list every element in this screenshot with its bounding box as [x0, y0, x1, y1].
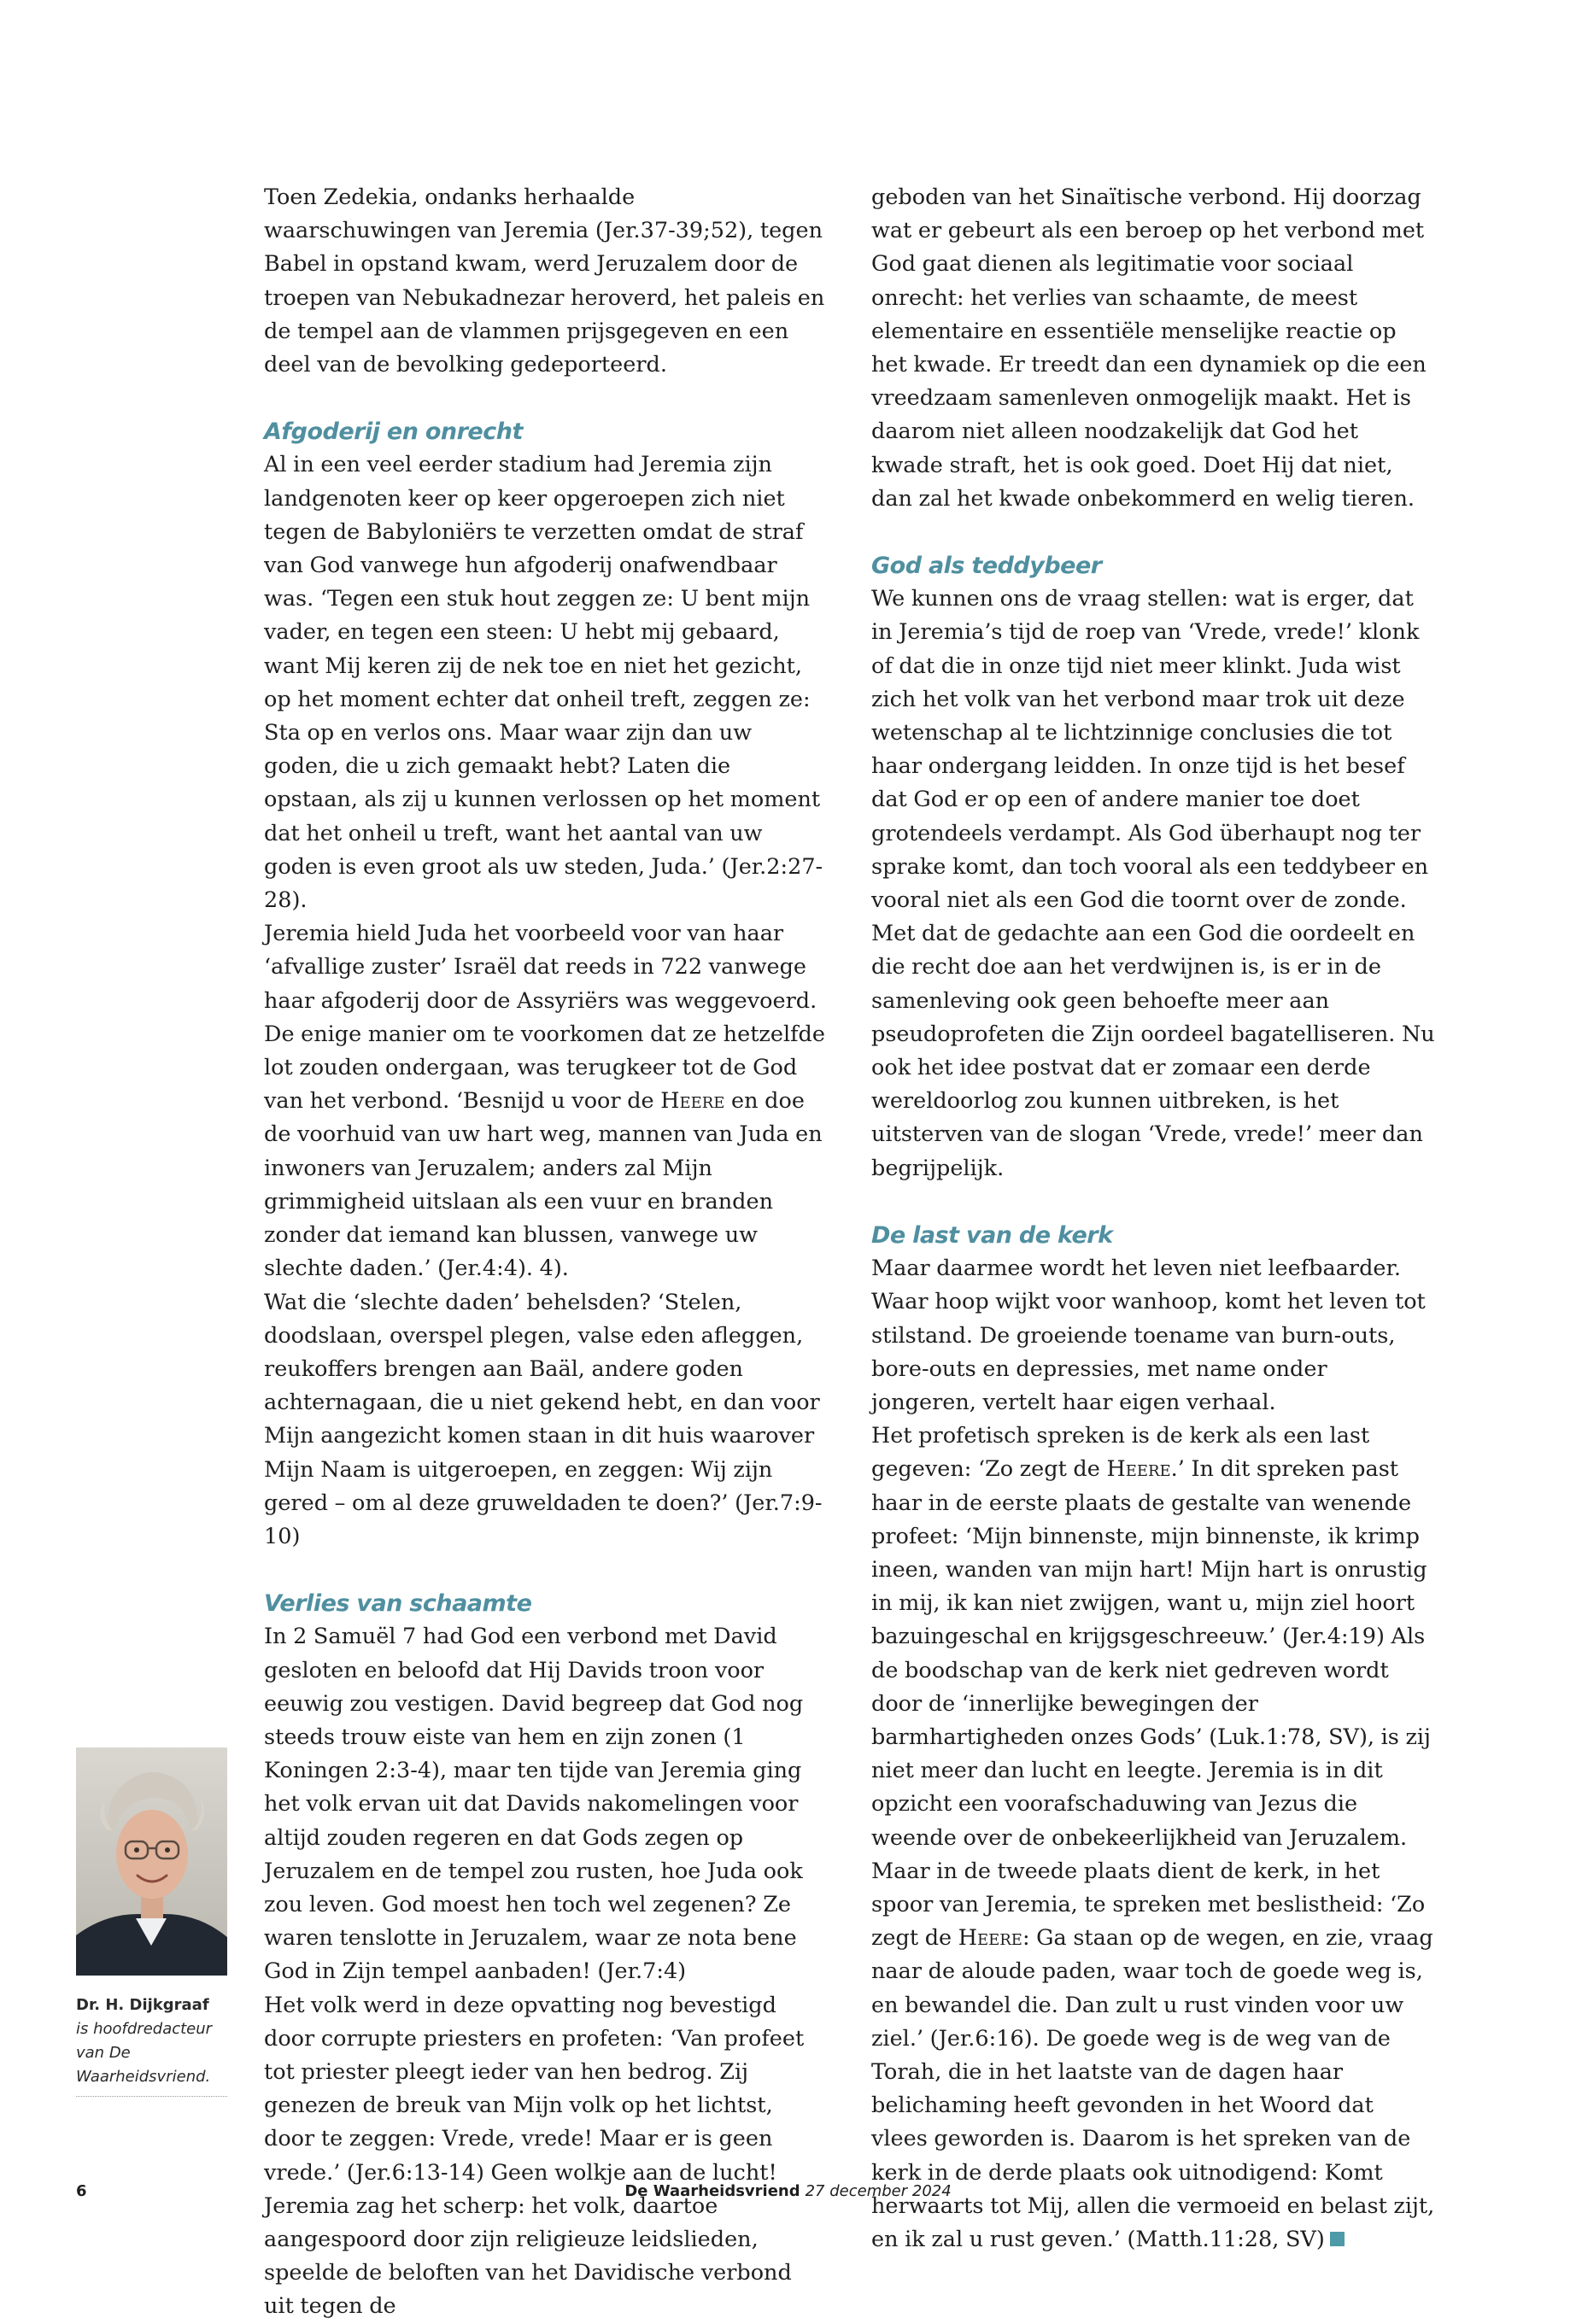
text-run: Maar in de tweede plaats dient de kerk, in het spoor van Jeremia, te spreken met beslistheid: ‘Zo zegt de	[871, 1858, 1426, 1952]
text-run: Jeremia hield Juda het voorbeeld voor van haar ‘afvallige zuster’ Israël dat reeds in 722 vanwege haar afgoderij door de Assyriërs was weggevoerd. De enige manier om te voorkomen dat ze hetzelfde lot zouden ondergaan, was terugkeer tot de God van het verbond. ‘Besnijd u voor de	[264, 921, 825, 1115]
divine-name: Heere	[660, 1088, 725, 1115]
article-column-right	[871, 181, 1435, 2257]
text-run: : Ga staan op de wegen, en zie, vraag naar de aloude paden, waar toch de goede weg is, en bewandel die. Dan zult u rust vinden voor uw ziel.’ (Jer.6:16). De goede weg is de weg van de Torah, die in het laatste van de dagen haar belichaming heeft gevonden in het Woord dat vlees geworden is. Daarom is het spreken van de kerk in de derde plaats ook uitnodigend: Komt herwaarts tot Mij, allen die vermoeid en belast zijt, en ik zal u rust geven.’ (Matth.11:28, SV)	[871, 1925, 1435, 2252]
divine-name: Heere	[958, 1925, 1022, 1952]
heading-last-van-de-kerk: De last van de kerk	[871, 1221, 1113, 1249]
author-caption	[76, 1993, 227, 2097]
text-run: .’ In dit spreken past haar in de eerste plaats de gestalte van wenende profeet: ‘Mijn binnenste, mijn binnenste, ik krimp ineen, wanden van mijn hart! Mijn hart is onrustig in mij, ik kan niet zwijgen, want u, mijn ziel hoort bazuingeschal en krijgsgeschreeuw.’ (Jer.4:19) Als de boodschap van de kerk niet gedreven wordt door de ‘innerlijke bewegingen der barmhartigheden onzes Gods’ (Luk.1:78, SV), is zij niet meer dan lucht en leegte. Jeremia is in dit opzicht een voorafschaduwing van Jezus die weende over de onbekeerlijkheid van Jeruzalem.	[871, 1456, 1431, 1851]
heading-schaamte: Verlies van schaamte	[264, 1590, 532, 1618]
divine-name: Heere	[1106, 1456, 1171, 1483]
author-name: Dr. H. Dijkgraaf	[76, 1996, 209, 2014]
paragraph: In 2 Samuël 7 had God een verbond met David gesloten en beloofd dat Hij Davids troon voor eeuwig zou vestigen. David begreep dat God nog steeds trouw eiste van hem en zijn zonen (1 Koningen 2:3-4), maar ten tijde van Jeremia ging het volk ervan uit dat Davids nakomelingen voor altijd zouden regeren en dat Gods zegen op Jeruzalem en de tempel zou rusten, hoe Juda ook zou leven. God moest hen toch wel zegenen? Ze waren tenslotte in Jeruzalem, waar ze nota bene God in Zijn tempel aanbaden! (Jer.7:4)	[264, 1624, 804, 1985]
paragraph-intro: Toen Zedekia, ondanks herhaalde waarschuwingen van Jeremia (Jer.37-39;52), tegen Babel in opstand kwam, werd Jeruzalem door de troepen van Nebukadnezar heroverd, het paleis en de tempel aan de vlammen prijsgegeven en een deel van de bevolking gedeporteerd.	[264, 184, 825, 378]
footer-publication	[0, 2182, 1576, 2200]
text-run: en doe de voorhuid van uw hart weg, mannen van Juda en inwoners van Jeruzalem; anders zal Mijn grimmigheid uitslaan als een vuur en branden zonder dat iemand kan blussen, vanwege uw slechte daden.’ (Jer.4:4). 4).	[264, 1088, 823, 1282]
text-run: Het profetisch spreken is de kerk als een last gegeven: ‘Zo zegt de	[871, 1423, 1370, 1483]
paragraph: Maar daarmee wordt het leven niet leefbaarder. Waar hoop wijkt voor wanhoop, komt het leven tot stilstand. De groeiende toename van burn-outs, bore-outs en depressies, met name onder jongeren, vertelt haar eigen verhaal.	[871, 1256, 1426, 1415]
heading-afgoderij: Afgoderij en onrecht	[264, 419, 523, 446]
author-role: is hoofdredacteur van De Waarheidsvriend.	[76, 2020, 213, 2086]
issue-date: 27 december 2024	[805, 2182, 952, 2200]
paragraph: Wat die ‘slechte daden’ behelsden? ‘Stelen, doodslaan, overspel plegen, valse eden afleggen, reukoffers brengen aan Baäl, andere goden achternagaan, die u niet gekend hebt, en dan voor Mijn aangezicht komen staan in dit huis waarover Mijn Naam is uitgeroepen, en zeggen: Wij zijn gered – om al deze gruweldaden te doen?’ (Jer.7:9-10)	[264, 1289, 823, 1549]
article-column-left	[264, 181, 828, 2324]
paragraph	[871, 1420, 1435, 1855]
paragraph: We kunnen ons de vraag stellen: wat is erger, dat in Jeremia’s tijd de roep van ‘Vrede, vrede!’ klonk of dat die in onze tijd niet meer klinkt. Juda wist zich het volk van het verbond maar trok uit deze wetenschap al te lichtzinnige conclusies die tot haar ondergang leidden. In onze tijd is het besef dat God er op een of andere manier toe doet grotendeels verdampt. Als God überhaupt nog ter sprake komt, dan toch vooral als een teddybeer en vooral niet als een God die toornt over de zonde. Met dat de gedachte aan een God die oordeelt en die recht doe aan het verdwijnen is, is er in de samenleving ook geen behoefte meer aan pseudoprofeten die Zijn oordeel bagatelliseren. Nu ook het idee postvat dat er zomaar een derde wereldoorlog zou kunnen uitbreken, is het uitsterven van de slogan ‘Vrede, vrede!’ meer dan begrijpelijk.	[871, 586, 1435, 1181]
page-number: 6	[76, 2182, 87, 2200]
paragraph: Jeremia zag het scherp: het volk, daartoe aangespoord door zijn religieuze leidslieden, speelde de beloften van het Davidische verbond uit tegen de	[264, 2192, 792, 2320]
author-portrait-illustration	[76, 1747, 227, 1976]
paragraph: Het volk werd in deze opvatting nog bevestigd door corrupte priesters en profeten: ‘Van profeet tot priester pleegt ieder van hen bedrog. Zij genezen de breuk van Mijn volk op het lichtst, door te zeggen: Vrede, vrede! Maar er is geen vrede.’ (Jer.6:13-14) Geen wolkje aan de lucht!	[264, 1992, 805, 2186]
magazine-name: De Waarheidsvriend	[624, 2182, 800, 2200]
paragraph: Al in een veel eerder stadium had Jeremia zijn landgenoten keer op keer opgeroepen zich niet tegen de Babyloniërs te verzetten omdat de straf van God vanwege hun afgoderij onafwendbaar was. ‘Tegen een stuk hout zeggen ze: U bent mijn vader, en tegen een steen: U hebt mij gebaard, want Mij keren zij de nek toe en niet het gezicht, op het moment echter dat onheil treft, zeggen ze: Sta op en verlos ons. Maar waar zijn dan uw goden, die u zich gemaakt hebt? Laten die opstaan, als zij u kunnen verlossen op het moment dat het onheil u treft, want het aantal van uw goden is even groot als uw steden, Juda.’ (Jer.2:27-28).	[264, 452, 823, 914]
end-of-article-mark	[1330, 2232, 1345, 2246]
paragraph: geboden van het Sinaïtische verbond. Hij doorzag wat er gebeurt als een beroep op het verbond met God gaat dienen als legitimatie voor sociaal onrecht: het verlies van schaamte, de meest elementaire en essentiële menselijke reactie op het kwade. Er treedt dan een dynamiek op die een vreedzaam samenleven onmogelijk maakt. Het is daarom niet alleen noodzakelijk dat God het kwade straft, het is ook goed. Doet Hij dat niet, dan zal het kwade onbekommerd en welig tieren.	[871, 184, 1427, 512]
heading-teddybeer: God als teddybeer	[871, 553, 1102, 580]
author-photo	[76, 1747, 227, 1976]
paragraph	[264, 917, 828, 1285]
